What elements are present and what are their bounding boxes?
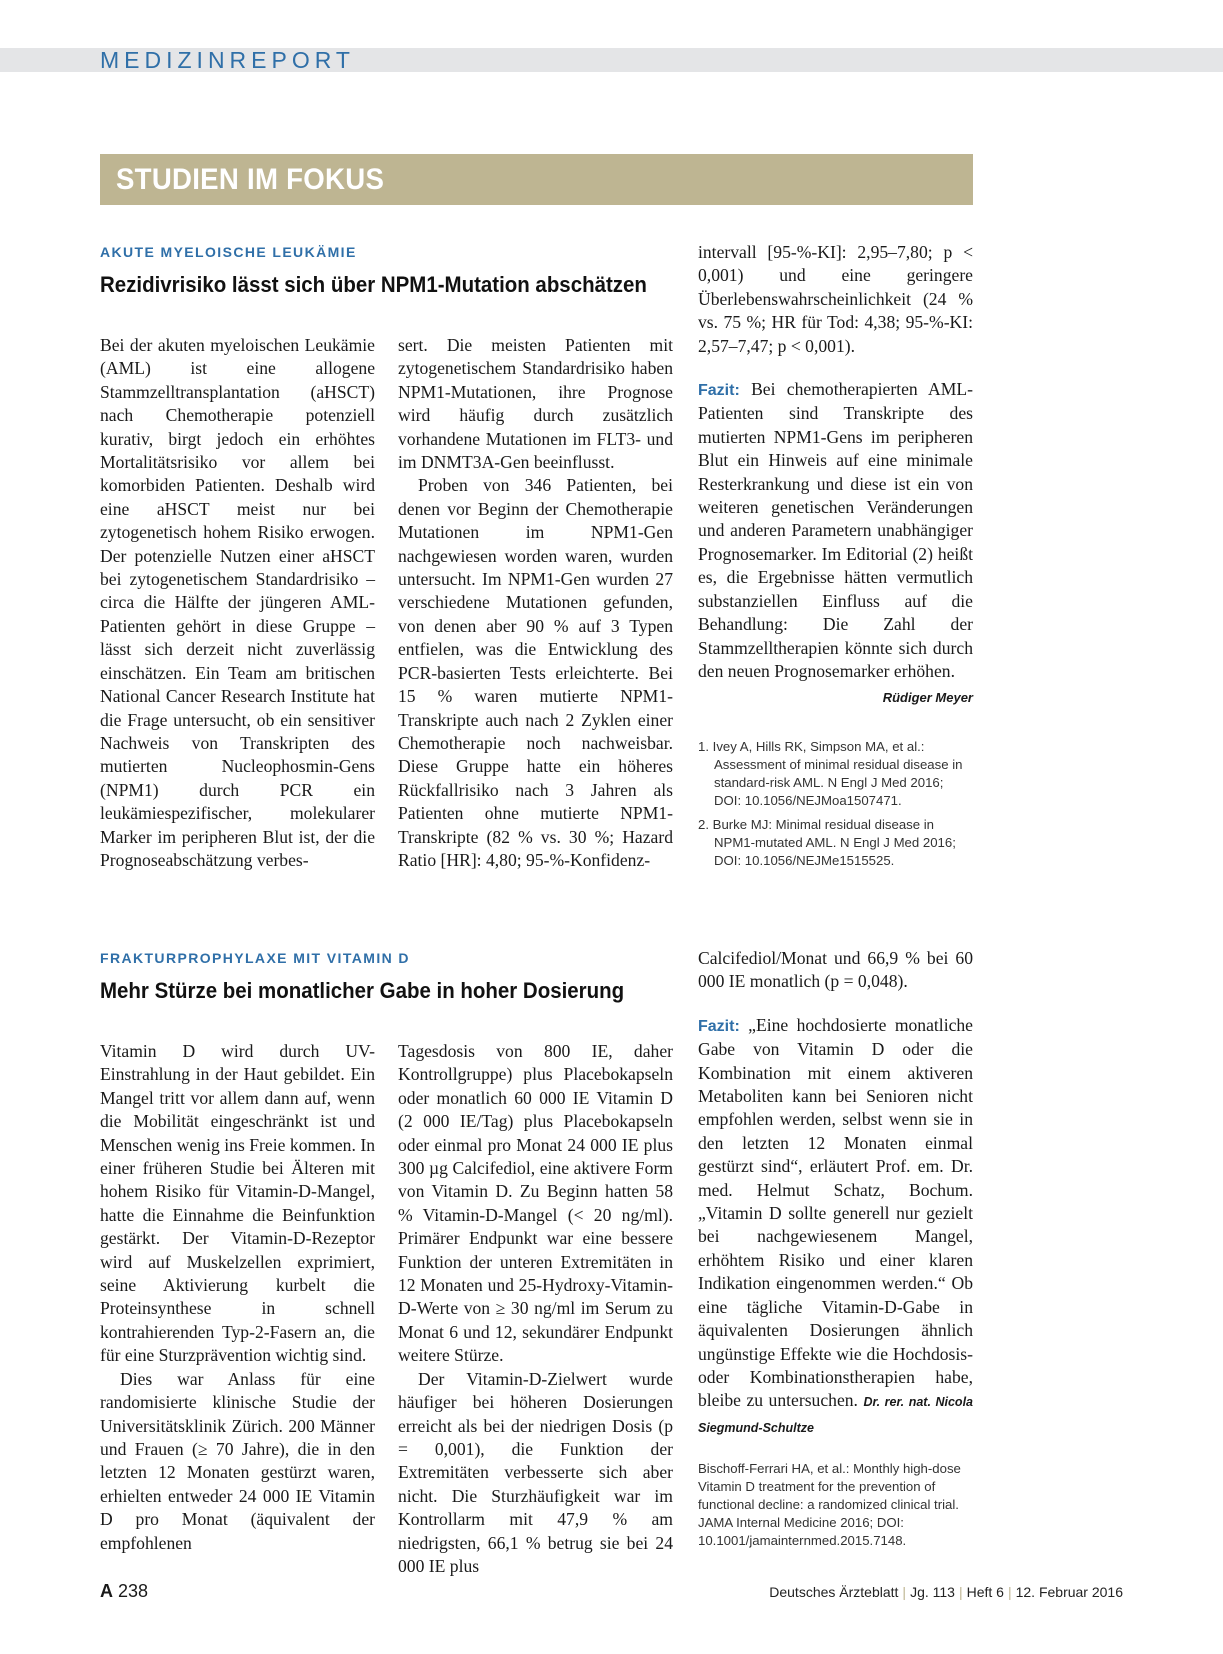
banner-title: STUDIEN IM FOKUS — [116, 163, 385, 196]
article2-source: Bischoff-Ferrari HA, et al.: Monthly high-dose Vitamin D treatment for the prevention of functional decline: a randomized clinical trial. JAMA Internal Medicine 2016; DOI: 10.1001/jamainternmed.2015.7148. — [698, 1461, 961, 1548]
article2-paragraph: Tagesdosis von 800 IE, daher Kontrollgruppe) plus Placebokapseln oder monatlich 60 000 IE Vitamin D (2 000 IE/Tag) plus Placebokapseln oder einmal pro Monat 24 000 IE plus 300 µg Calcifediol, eine aktivere Form von Vitamin D. Zu Beginn hatten 58 % Vitamin-D-Mangel (< 20 ng/ml). Primärer Endpunkt war eine bessere Funktion der unteren Extremitäten in 12 Monaten und 25-Hydroxy-Vitamin-D-Werte von ≥ 30 ng/ml im Serum zu Monat 6 und 12, sekundärer Endpunkt weitere Stürze. — [398, 1041, 673, 1366]
page-number-value: 238 — [118, 1581, 149, 1601]
article1-paragraph: intervall [95-%-KI]: 2,95–7,80; p < 0,001) und eine geringere Überlebenswahrscheinlichkeit (24 % vs. 75 %; HR für Tod: 4,38; 95-%-KI: 2,57–7,47; p < 0,001). — [698, 242, 973, 356]
article1-kicker: AKUTE MYELOISCHE LEUKÄMIE — [100, 244, 357, 260]
article1-fazit — [698, 378, 973, 706]
reference-item: 1. Ivey A, Hills RK, Simpson MA, et al.: Assessment of minimal residual disease in standard-risk AML. N Engl J Med 2016; DOI: 10.1056/NEJMoa1507471. — [698, 739, 963, 808]
page-number — [100, 1581, 148, 1602]
article1-references — [698, 738, 974, 876]
article2-paragraph: Calcifediol/Monat und 66,9 % bei 60 000 IE monatlich (p = 0,048). — [698, 948, 973, 992]
article2-paragraph: Der Vitamin-D-Zielwert wurde häufiger bei höheren Dosierungen erreicht als bei der niedrigen Dosis (p = 0,001), die Funktion der Extremitäten verbesserte sich aber nicht. Die Sturzhäufigkeit war im Kontrollarm mit 47,9 % am niedrigsten, 66,1 % betrug sie bei 24 000 IE plus — [398, 1368, 673, 1576]
article2-column-3 — [698, 947, 973, 1440]
article2-column-2 — [398, 1040, 673, 1578]
separator: | — [902, 1584, 907, 1600]
reference-item: 2. Burke MJ: Minimal residual disease in NPM1-mutated AML. N Engl J Med 2016; DOI: 10.1056/NEJMe1515525. — [698, 817, 956, 868]
article2-fazit — [698, 1014, 973, 1440]
article2-headline: Mehr Stürze bei monatlicher Gabe in hoher Dosierung — [100, 978, 625, 1003]
journal-date: 12. Februar 2016 — [1015, 1584, 1123, 1600]
article1-paragraph: Bei der akuten myeloischen Leukämie (AML) ist eine allogene Stammzelltransplantation (aHSCT) nach Chemotherapie potenziell kurativ, birgt jedoch ein erhöhtes Mortalitätsrisiko vor allem bei komorbiden Patienten. Deshalb wird eine aHSCT meist nur bei zytogenetisch hohem Risiko erwogen. Der potenzielle Nutzen einer aHSCT bei zytogenetischem Standardrisiko – circa die Hälfte der jüngeren AML-Patienten gehört in diese Gruppe – lässt sich derzeit nicht zuverlässig einschätzen. Ein Team am britischen National Cancer Research Institute hat die Frage untersucht, ob ein sensitiver Nachweis von Transkripten des mutierten Nucleophosmin-Gens (NPM1) durch PCR ein leukämiespezifischer, molekularer Marker im peripheren Blut ist, der die Prognoseabschätzung verbes- — [100, 335, 375, 870]
fazit-text: „Eine hochdosierte monatliche Gabe von Vitamin D oder die Kombination mit einem aktiveren Metaboliten kann bei Senioren nicht empfohlen werden, selbst wenn sie in den letzten 12 Monaten einmal gestürzt sind“, erläutert Prof. em. Dr. med. Helmut Schatz, Bochum. „Vitamin D sollte generell nur gezielt bei nachgewiesenem Mangel, erhöhtem Risiko und einer klaren Indikation eingenommen werden.“ Ob eine tägliche Vitamin-D-Gabe in äquivalenten Dosierungen ähnlich ungünstige Effekte wie die Hochdosis- oder Kombinationstherapien habe, bleibe zu untersuchen. — [698, 1014, 973, 1411]
section-title: MEDIZINREPORT — [100, 47, 355, 73]
article1-paragraph: Proben von 346 Patienten, bei denen vor Beginn der Chemotherapie Mutationen im NPM1-Gen nachgewiesen worden waren, wurden untersucht. Im NPM1-Gen wurden 27 verschiedene Mutationen gefunden, von denen aber 90 % auf 3 Typen entfielen, was die Entwicklung des PCR-basierten Tests erleichterte. Bei 15 % waren mutierte NPM1-Transkripte auch nach 2 Zyklen einer Chemotherapie noch nachweisbar. Diese Gruppe hatte ein höheres Rückfallrisiko nach 3 Jahren als Patienten ohne mutierte NPM1-Transkripte (82 % vs. 30 %; Hazard Ratio [HR]: 4,80; 95-%-Konfidenz- — [398, 475, 673, 870]
journal-issue: Heft 6 — [966, 1584, 1004, 1600]
author: Dr. rer. nat. Nicola Siegmund-Schultze — [698, 1395, 973, 1435]
section-banner — [100, 154, 973, 205]
fazit-label: Fazit: — [698, 1017, 740, 1035]
article1-column-2 — [398, 334, 673, 872]
separator: | — [958, 1584, 963, 1600]
article1-column-1 — [100, 334, 375, 872]
article2-paragraph: Vitamin D wird durch UV-Einstrahlung in der Haut gebildet. Ein Mangel tritt vor allem dann auf, wenn die Mobilität eingeschränkt ist und Menschen wenig ins Freie kommen. In einer früheren Studie bei Älteren mit hohem Risiko für Vitamin-D-Mangel, hatte die Einnahme die Beinfunktion gestärkt. Der Vitamin-D-Rezeptor wird auf Muskelzellen exprimiert, seine Aktivierung kurbelt die Proteinsynthese in schnell kontrahierenden Typ-2-Fasern an, die für eine Sturzprävention wichtig sind. — [100, 1041, 375, 1366]
journal-volume: Jg. 113 — [910, 1584, 955, 1600]
article2-paragraph: Dies war Anlass für eine randomisierte klinische Studie der Universitätsklinik Zürich. 200 Männer und Frauen (≥ 70 Jahre), die in den letzten 12 Monaten gestürzt waren, erhielten entweder 24 000 IE Vitamin D pro Monat (äquivalent der empfohlenen — [100, 1368, 375, 1553]
journal-name: Deutsches Ärzteblatt — [769, 1584, 899, 1600]
article1-paragraph: sert. Die meisten Patienten mit zytogenetischem Standardrisiko haben NPM1-Mutationen, ihre Prognose wird häufig durch zusätzlich vorhandene Mutationen im FLT3- und im DNMT3A-Gen beeinflusst. — [398, 335, 673, 473]
separator: | — [1007, 1584, 1012, 1600]
journal-info — [769, 1584, 1123, 1600]
fazit-label: Fazit: — [698, 382, 740, 400]
article1-column-3 — [698, 241, 973, 710]
author: Rüdiger Meyer — [882, 690, 973, 706]
article1-headline: Rezidivrisiko lässt sich über NPM1-Mutation abschätzen — [100, 272, 647, 297]
fazit-text: Bei chemotherapierten AML-Patienten sind Transkripte des mutierten NPM1-Gens im peripheren Blut ein Hinweis auf eine minimale Resterkrankung und diese ist ein von weiteren genetischen Veränderungen und anderen Parametern unabhängiger Prognosemarker. Im Editorial (2) heißt es, die Ergebnisse hätten vermutlich substanziellen Einfluss auf die Behandlung: Die Zahl der Stammzelltherapien könnte sich durch den neuen Prognosemarker erhöhen. — [698, 379, 973, 681]
page-prefix: A — [100, 1581, 113, 1601]
article2-kicker: FRAKTURPROPHYLAXE MIT VITAMIN D — [100, 950, 410, 966]
article2-column-1 — [100, 1040, 375, 1555]
